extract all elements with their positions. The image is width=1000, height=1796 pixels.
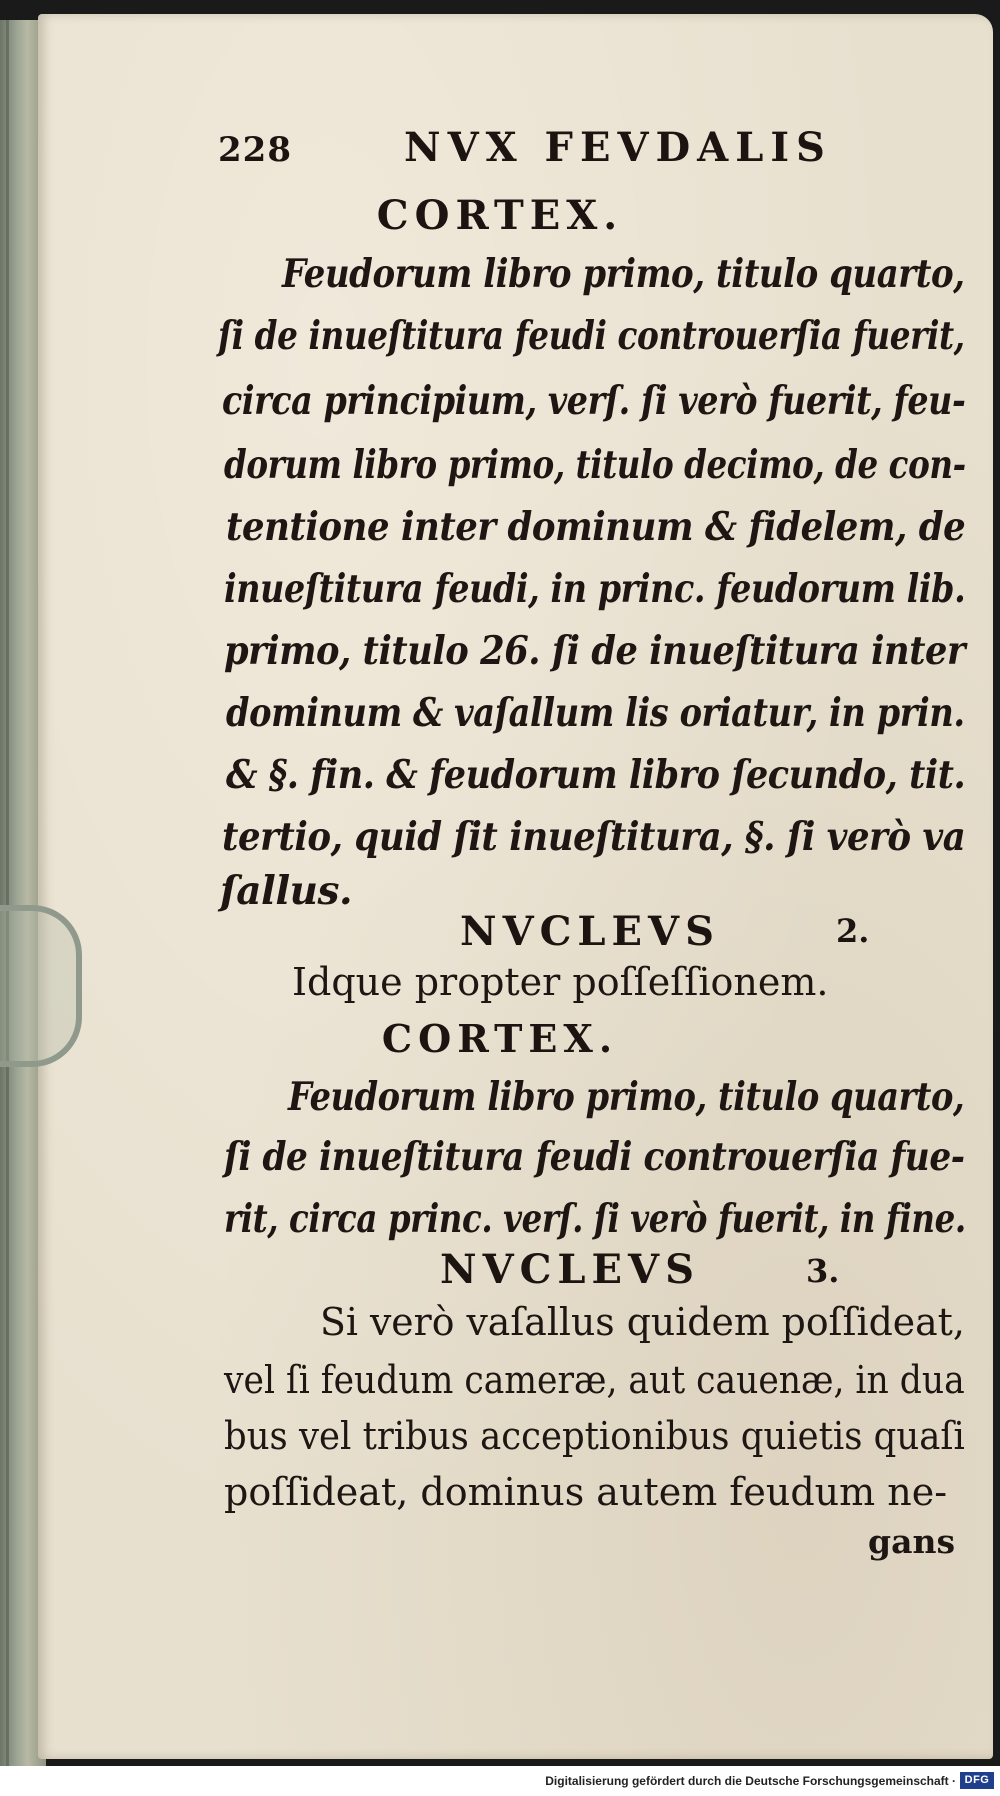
text-line: circa principium, verſ. ſi verò fuerit, feu- — [222, 378, 966, 424]
nucleus-label-3: NVCLEVS — [440, 1246, 700, 1293]
footer-bar — [0, 1766, 1000, 1796]
text-line: & §. fin. & feudorum libro ſecundo, tit. — [226, 752, 966, 798]
text-line: ſallus. — [220, 868, 353, 914]
page-number: 228 — [218, 130, 292, 170]
nucleus-2-text: Idque propter poſſeſſionem. — [292, 960, 829, 1004]
text-line: ſi de inueſtitura feudi controuerſia fuerit, — [218, 313, 965, 359]
cortex-heading-2: CORTEX. — [381, 1016, 619, 1061]
text-line: Feudorum libro primo, titulo quarto, — [282, 251, 965, 297]
running-title: NVX FEVDALIS — [404, 124, 832, 171]
text-line: primo, titulo 26. ſi de inueſtitura inter — [224, 628, 966, 674]
nucleus-number-2: 2. — [836, 912, 870, 950]
text-line: tentione inter dominum & fidelem, de — [226, 504, 966, 550]
cortex-heading-1: CORTEX. — [376, 192, 624, 239]
nucleus-number-3: 3. — [806, 1252, 840, 1290]
text-line: bus vel tribus acceptionibus quietis quaſi — [224, 1414, 965, 1458]
text-line: tertio, quid ſit inueſtitura, §. ſi verò va — [222, 814, 966, 860]
text-line: ſi de inueſtitura feudi controuerſia fue- — [224, 1134, 965, 1180]
dfg-logo[interactable]: DFG — [960, 1772, 994, 1789]
text-line: inueſtitura feudi, in princ. feudorum lib. — [224, 566, 966, 612]
nucleus-label-2: NVCLEVS — [460, 908, 720, 955]
text-line: Si verò vaſallus quidem poſſideat, — [320, 1300, 965, 1344]
catchword: gans — [868, 1522, 956, 1561]
text-line: Feudorum libro primo, titulo quarto, — [288, 1074, 965, 1120]
page-header — [218, 124, 838, 174]
text-line: vel ſi feudum cameræ, aut cauenæ, in dua — [224, 1358, 965, 1402]
text-line: poſſideat, dominus autem feudum ne- — [224, 1470, 948, 1514]
text-line: dorum libro primo, titulo decimo, de con- — [224, 442, 966, 488]
text-line: dominum & vaſallum lis oriatur, in prin. — [226, 690, 965, 736]
text-line: rit, circa princ. verſ. ſi verò fuerit, in fine. — [224, 1196, 966, 1242]
funding-credit: Digitalisierung gefördert durch die Deutsche Forschungsgemeinschaft · — [545, 1774, 956, 1788]
